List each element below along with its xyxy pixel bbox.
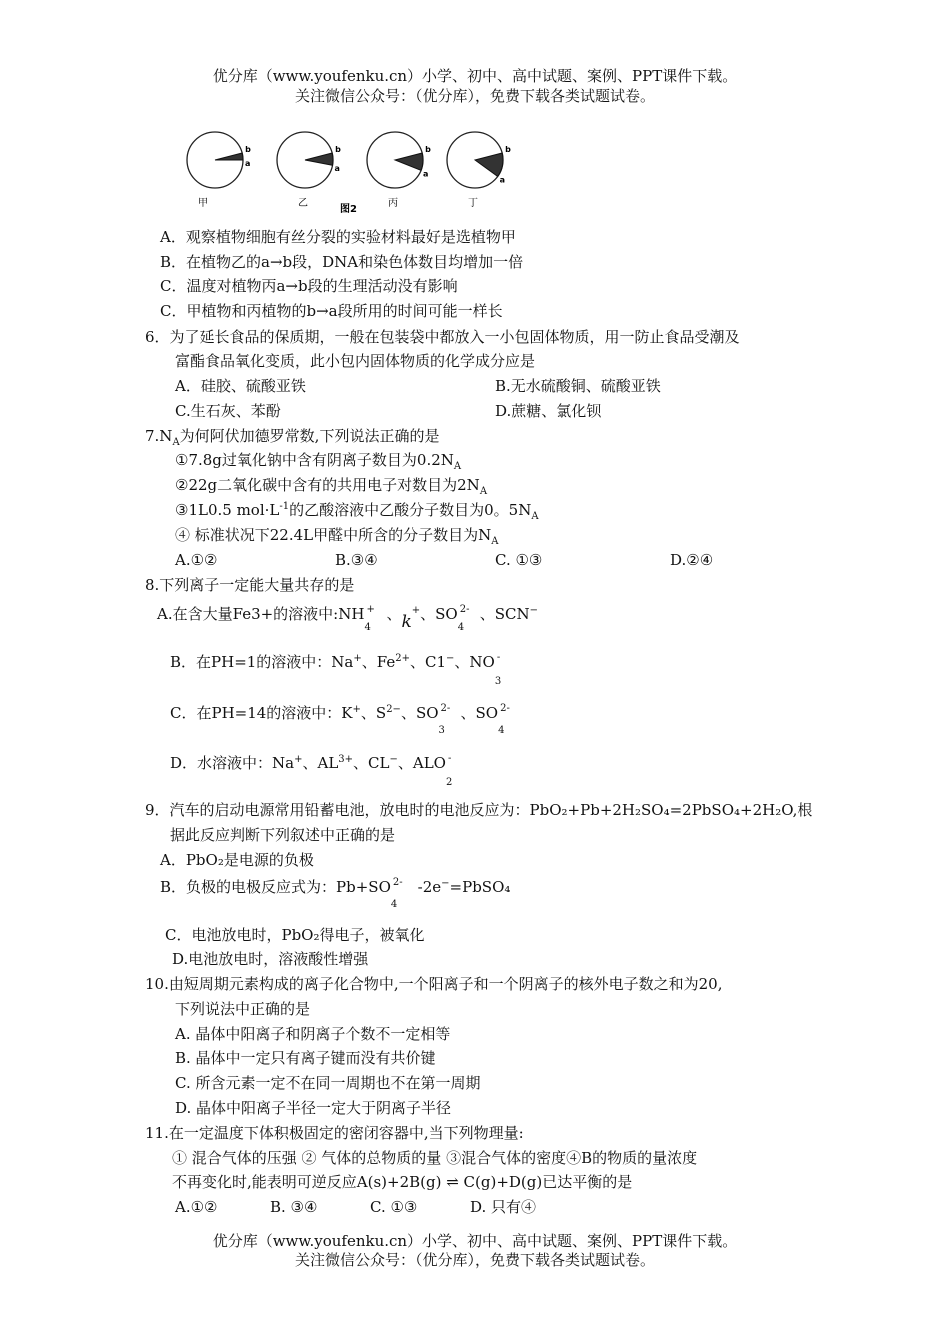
q6-option-a: A．硅胶、硫酸亚铁 [175,377,306,395]
q11-stem-line3: 不再变化时,能表明可逆反应A(s)+2B(g) ⇌ C(g)+D(g)已达平衡的是 [172,1173,633,1191]
q11-stem-line2: ① 混合气体的压强 ② 气体的总物质的量 ③混合气体的密度④B的物质的量浓度 [172,1149,698,1167]
label-b-3: b [425,145,431,155]
label-b-1: b [245,145,251,155]
q8-option-a: A.在含大量Fe3+的溶液中:NH + 4 、k+、SO 2- 4 、SCN− [157,604,539,633]
q8-option-d: D．水溶液中：Na+、$AL^{3+}$、CL−、ALO - 2 [170,753,453,788]
page-footer-line2: 关注微信公众号：（优分库），免费下载各类试题试卷。 [294,1251,655,1269]
q7-option-b: B.③④ [335,551,378,569]
q6-stem-line2: 富酯食品氧化变质，此小包内固体物质的化学成分应是 [175,352,536,370]
q10-option-d: D. 晶体中阳离子半径一定大于阴离子半径 [175,1099,452,1117]
q5-option-b: B．在植物乙的a→b段，DNA和染色体数目均增加一倍 [160,253,524,271]
q7-option-a: A.①② [175,551,218,569]
q6-option-b: B.无水硫酸铜、硫酸亚铁 [495,377,661,395]
q11-stem-line1: 11.在一定温度下体积极固定的密闭容器中,当下列物理量: [145,1124,524,1142]
q8-stem: 8.下列离子一定能大量共存的是 [145,576,355,594]
q11-option-b: B. ③④ [270,1198,318,1216]
cell-cycle-sector-3 [395,153,423,170]
q5-option-a: A．观察植物细胞有丝分裂的实验材料最好是选植物甲 [160,228,516,246]
q9-option-c: C．电池放电时，PbO₂得电子，被氧化 [165,926,425,944]
q11-option-a: A.①② [175,1198,218,1216]
cell-cycle-sector-1 [215,153,243,160]
page-header-line1: 优分库（www.youfenku.cn）小学、初中、高中试题、案例、PPT课件下载。 [212,67,738,85]
label-b-2: b [335,145,341,155]
circle-name-4: 丁 [468,198,478,209]
page-footer-line1: 优分库（www.youfenku.cn）小学、初中、高中试题、案例、PPT课件下载。 [212,1232,738,1250]
q5-option-c1: C．温度对植物丙a→b段的生理活动没有影响 [160,277,458,295]
q11-option-c: C. ①③ [370,1198,418,1216]
q5-option-c2: C．甲植物和丙植物的b→a段所用的时间可能一样长 [160,302,503,320]
label-b-4: b [505,145,511,155]
label-a-2: a [334,164,340,174]
q7-statement-2: ②22g二氧化碳中含有的共用电子对数目为$2N_A$ [175,476,488,497]
q9-stem-line2: 据此反应判断下列叙述中正确的是 [170,826,396,844]
q9-option-d: D.电池放电时，溶液酸性增强 [172,950,369,968]
circle-name-1: 甲 [198,198,208,209]
q6-option-d: D.蔗糖、氯化钡 [495,402,602,420]
label-a-3: a [423,169,429,179]
q10-stem-line2: 下列说法中正确的是 [175,1000,311,1018]
page-header-line2: 关注微信公众号：（优分库），免费下载各类试题试卷。 [294,87,655,105]
q8-option-c: C．在PH=14的溶液中：K+、$S^{2-}$、SO 2- 3 、SO 2- 4 [170,703,510,736]
q7-stem: $7.N_A$为何阿伏加德罗常数,下列说法正确的是 [145,427,440,448]
label-a-1: a [245,159,251,168]
circle-name-3: 丙 [388,198,398,209]
circle-name-2: 乙 [298,198,308,209]
q6-option-c: C.生石灰、苯酚 [175,402,281,420]
q9-option-b: B．负极的电极反应式为：Pb+SO 2- 4 -2e−=PbSO₄ [160,877,511,910]
q7-statement-1: ①7.8g过氧化钠中含有阴离子数目为$0.2N_A$ [175,451,462,472]
q7-statement-4: ④ 标准状况下22.4L甲醛中所含的分子数目为$N_A$ [175,526,499,547]
q7-statement-3: ③1L0.5 $mol\cdot L^{-1}$的乙酸溶液中乙酸分子数目为0。$5N_A$ [175,501,539,522]
q10-stem-line1: 10.由短周期元素构成的离子化合物中,一个阳离子和一个阴离子的核外电子数之和为20, [145,975,723,993]
q10-option-b: B. 晶体中一定只有离子键而没有共价键 [175,1049,436,1067]
q11-option-d: D. 只有④ [470,1198,537,1216]
cell-cycle-sector-4 [475,153,503,176]
label-a-4: a [499,175,506,185]
q9-option-a: A．PbO₂是电源的负极 [160,851,314,869]
q10-option-c: C. 所含元素一定不在同一周期也不在第一周期 [175,1074,481,1092]
q6-stem-line1: 6．为了延长食品的保质期，一般在包装袋中都放入一小包固体物质，用一防止食品受潮及 [145,328,740,346]
cell-cycle-sector-2 [305,153,333,165]
figure-caption: 图2 [340,204,357,215]
q9-stem-line1: 9．汽车的启动电源常用铅蓄电池，放电时的电池反应为：PbO₂+Pb+2H₂SO₄=2PbSO₄+2H₂O,根 [145,801,813,819]
q10-option-a: A. 晶体中阳离子和阴离子个数不一定相等 [175,1025,451,1043]
q7-option-d: D.②④ [670,551,714,569]
q8-option-b: B．在PH=1的溶液中：Na+、$Fe^{2+}$、C1−、NO - 3 [170,652,502,687]
q7-option-c: C. ①③ [495,551,543,569]
figure-2 [180,128,540,220]
